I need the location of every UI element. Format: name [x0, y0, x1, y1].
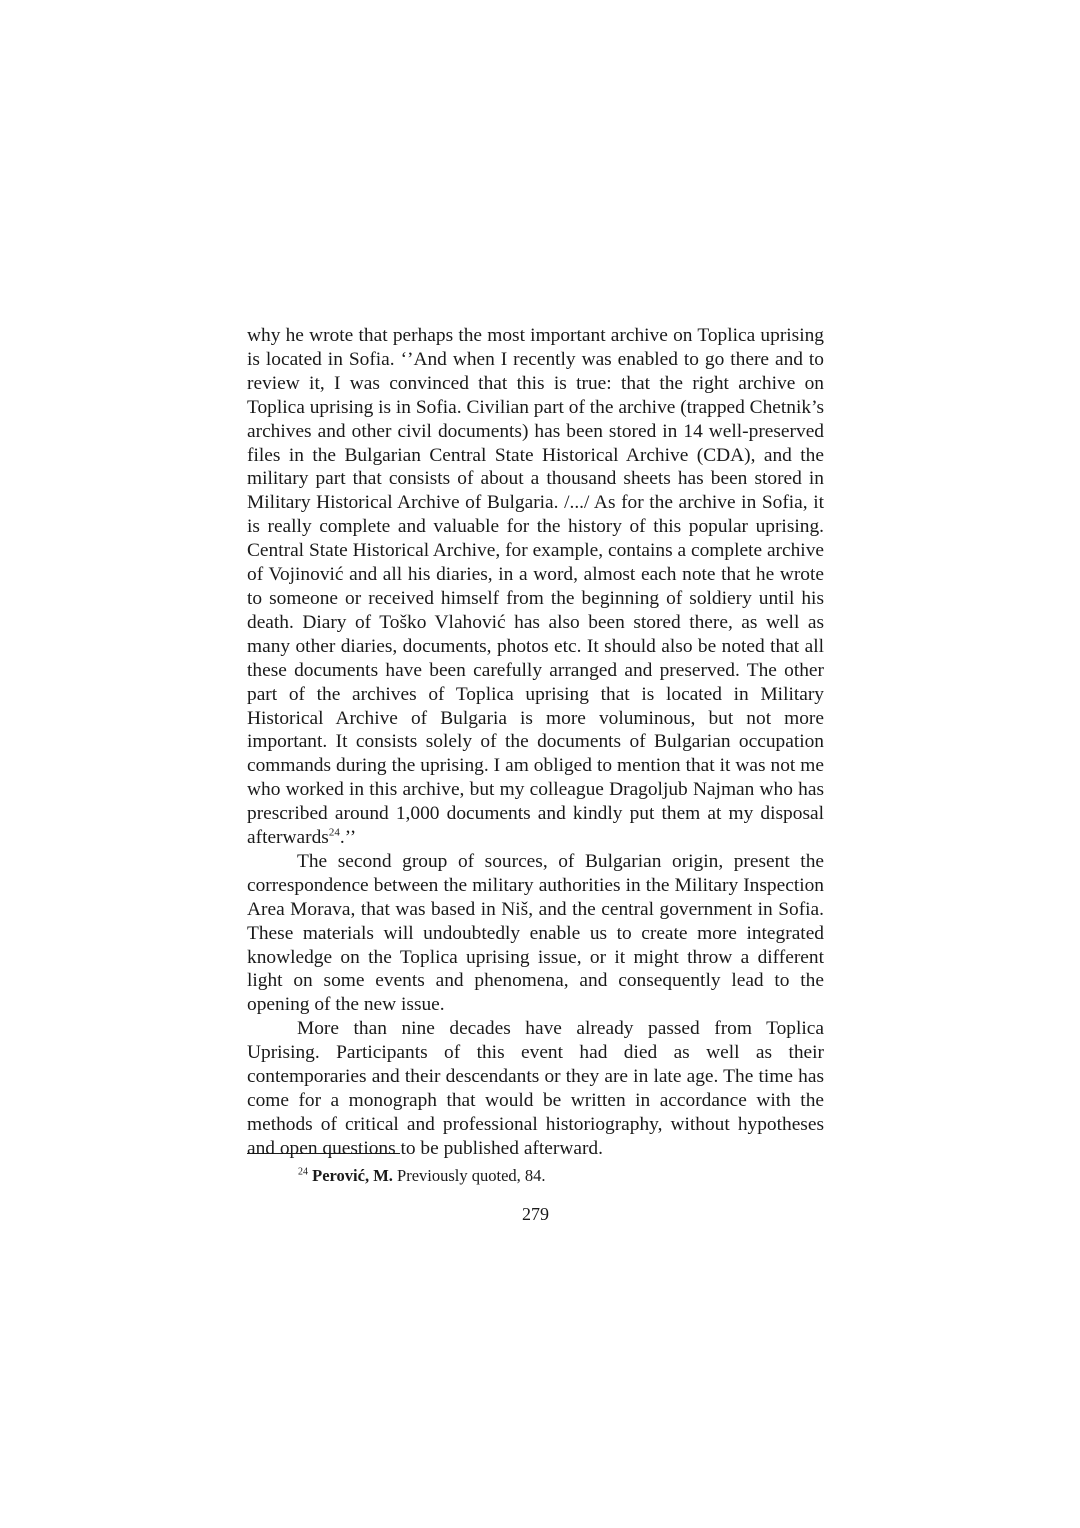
paragraph-3: More than nine decades have already passed from Toplica Uprising. Participants of this event had died as well as their contemporaries and their descendants or they are in late age. The time has come for a monograph that would be written in accordance with the methods of critical and professional historiography, without hypotheses and open questions to be published afterward. [247, 1018, 824, 1159]
footnote [298, 1165, 546, 1187]
paragraph-1-closing: .’’ [339, 827, 357, 849]
footnote-text: Previously quoted, 84. [392, 1166, 546, 1185]
paragraph-2: The second group of sources, of Bulgarian origin, present the correspondence between the military authorities in the Military Inspection Area Morava, that was based in Niš, and the central government in Sofia. These materials will undoubtedly enable us to create more integrated knowledge on the Toplica uprising issue, or it might throw a different light on some events and phenomena, and consequently lead to the opening of the new issue. [247, 850, 824, 1016]
body-text [247, 324, 824, 1161]
footnote-number: 24 [298, 1166, 308, 1178]
page-number: 279 [522, 1204, 549, 1224]
footnote-author: Perović, M. [312, 1166, 393, 1185]
paragraph-1-text: why he wrote that perhaps the most important archive on Toplica uprising is located in Sofia. ‘’And when I recently was enabled to go there and to review it, I was convinced that this is true: that the right archive on Toplica uprising is in Sofia. Civilian part of the archive (trapped Chetnik’s archives and other civil documents) has been stored in 14 well-preserved files in the Bulgarian Central State Historical Archive (CDA), and the military part that consists of about a thousand sheets has been stored in Military Historical Archive of Bulgaria. /.../ As for the archive in Sofia, it is really complete and valuable for the history of this popular uprising. Central State Historical Archive, for example, contains a complete archive of Vojinović and all his diaries, in a word, almost each note that he wrote to someone or received himself from the beginning of soldiery until his death. Diary of Toško Vlahović has also been stored there, as well as many other diaries, documents, photos etc. It should also be noted that all these documents have been carefully arranged and preserved. The other part of the archives of Toplica uprising that is located in Military Historical Archive of Bulgaria is more voluminous, but not more important. It consists solely of the documents of Bulgarian occupation commands during the uprising. I am obliged to mention that it was not me who worked in this archive, but my colleague Dragoljub Najman who has prescribed around 1,000 documents and kindly put them at my disposal afterwards [247, 325, 825, 849]
footnote-reference[interactable]: 24 [328, 826, 340, 839]
footnote-divider [247, 1153, 400, 1154]
paragraph-1 [247, 324, 824, 850]
